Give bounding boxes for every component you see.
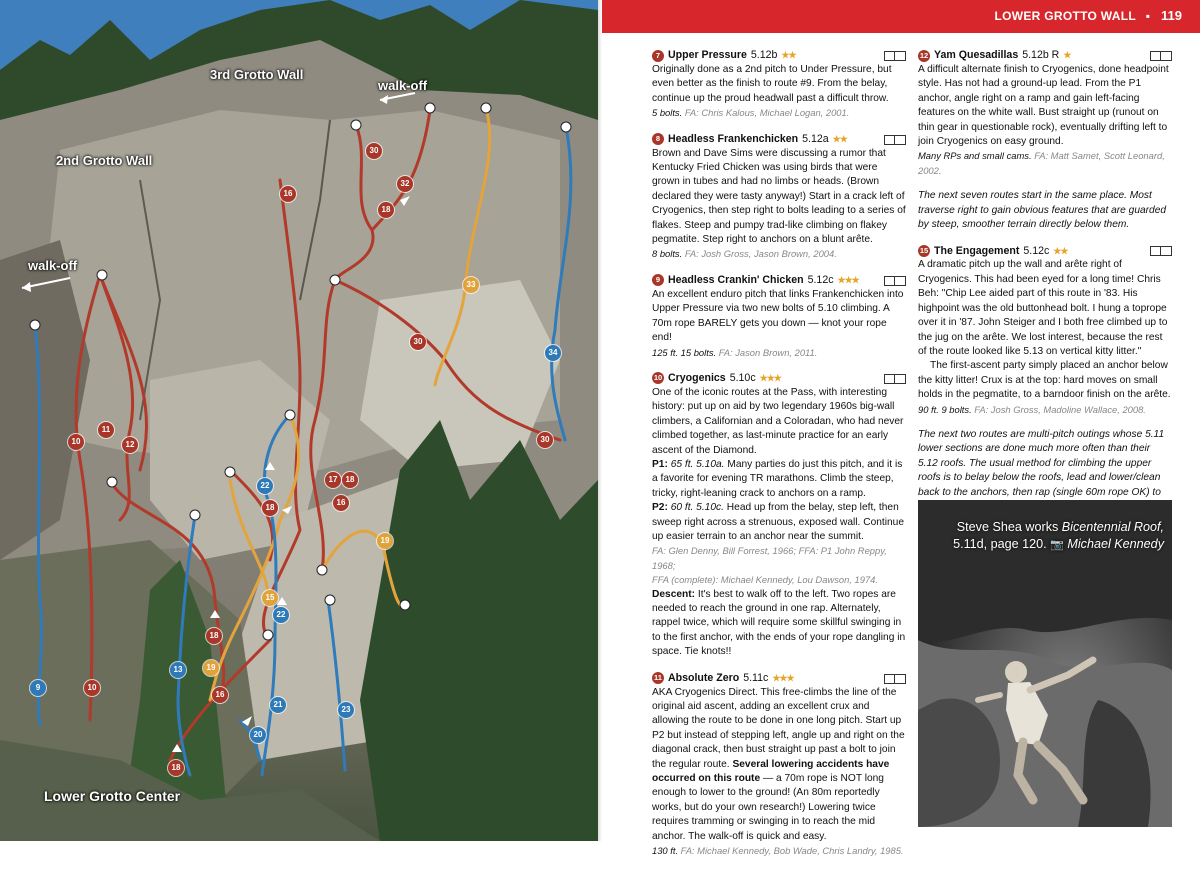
route-number: 12 (919, 50, 929, 60)
route-stats: 130 ft. (652, 845, 679, 857)
route-badge: 30 (366, 143, 382, 159)
star-rating: ★★ (1053, 245, 1068, 256)
route-badge: 10 (84, 680, 100, 696)
route-grade: 5.12b (750, 49, 778, 62)
page-number: 119 (1161, 8, 1182, 23)
descent-label: Descent: (652, 588, 696, 600)
tick-box-icon (884, 135, 906, 145)
route-description: Brown and Dave Sims were discussing a rumor that Kentucky Fried Chicken was using birds that were grown in tubes and had no limbs or heads. (Brown declared they were tasty anyway!) Start in a crack left of Cryogenics, then step right to bolts leading to a series of flakes. Steep and pumpy trad-like climbing on flakey pegmatite. Step right to anchors on a blunt arête. (652, 147, 906, 246)
route-badge: 33 (463, 277, 479, 293)
route-badge: 22 (257, 478, 273, 494)
route-badge: 32 (397, 176, 413, 192)
route-description: A difficult alternate finish to Cryogenics, done headpoint style. Has not had a ground-up lead. From the P1 anchor, angle right on a ramp and gain left-facing features on the white wall. Bust straight up (runout on thin gear in questionable rock), eventually drifting left to join Cryogenics on easy ground. (918, 64, 1169, 148)
route-name: The Engagement (934, 244, 1020, 257)
pitch-label: P1: (652, 458, 668, 470)
caption-walkoff-top: walk-off (378, 78, 428, 93)
pitch-description: Head up from the belay, step left, then sweep right across a strenuous, exposed wall. Continue up easier terrain to an anchor near the summit. (652, 502, 904, 542)
route-badge: 21 (270, 697, 286, 713)
text-column-right (918, 48, 1172, 525)
cliff-illustration (0, 0, 598, 841)
caption-line1: Steve Shea works (956, 520, 1062, 534)
first-ascent: FA: Matt Samet, Scott Leonard, 2002. (918, 150, 1165, 176)
pitch-meta: 60 ft. 5.10c. (670, 502, 724, 514)
route-entry (918, 243, 1172, 416)
tick-box-icon (884, 276, 906, 286)
route-name: Upper Pressure (668, 49, 747, 62)
page-gutter (598, 0, 602, 841)
route-number: 11 (652, 672, 664, 684)
star-rating: ★★★ (772, 672, 794, 683)
tick-box-icon (884, 374, 906, 384)
route-badge: 19 (203, 660, 219, 676)
route-badge: 18 (378, 202, 394, 218)
route-description-cont: — a 70m rope is NOT long enough to lower to the ground! (An 80m reportedly works, but do your own research!) Lowering twice requires tramming or swinging in to reach the mid anchor. The walk-off is quick and easy. (652, 773, 884, 842)
route-description: Originally done as a 2nd pitch to Under Pressure, but even better as the finish to route #9. From the belay, continue up the proud headwall past a difficult throw. (652, 64, 892, 104)
route-badge: 22 (273, 607, 289, 623)
route-entry (652, 671, 906, 859)
running-header (602, 0, 1200, 33)
route-grade: 5.12c (807, 274, 834, 287)
section-intro: The next seven routes start in the same place. Most traverse right to gain obvious features that are guarded by steep, smoother terrain directly below them. (918, 190, 1167, 231)
route-heading (652, 48, 906, 63)
star-rating: ★★ (832, 133, 847, 144)
route-badge: 16 (333, 495, 349, 511)
tick-box-icon (884, 674, 906, 684)
route-badge: 34 (545, 345, 561, 361)
section-title: LOWER GROTTO WALL (994, 9, 1136, 23)
route-number: 8 (652, 133, 664, 145)
route-badge: 15 (262, 590, 278, 606)
route-heading (918, 243, 1172, 258)
route-heading (652, 132, 906, 147)
route-grade: 5.12a (802, 132, 829, 145)
route-description: One of the iconic routes at the Pass, with interesting history: put up on aid by two legendary 1960s big-wall climbers, a Californian and a Coloradan, who had never climbed together, as last-minute practice for an early ascent of the Diamond. (652, 386, 904, 456)
route-grade: 5.12c (1023, 244, 1050, 257)
route-stats: 125 ft. 15 bolts. (652, 346, 717, 358)
photo-credit: Michael Kennedy (1067, 537, 1164, 551)
route-badge: 19 (377, 533, 393, 549)
route-entry (652, 273, 906, 360)
pitch-description: Many parties do just this pitch, and it is a favorite for evening TR marathons. Climb the steep, tricky, right-leaning crack to anchors on a ramp. (652, 458, 903, 499)
route-description: An excellent enduro pitch that links Frankenchicken into Upper Pressure via two new bolts of 5.10 climbing. A 70m rope BARELY gets you down — knot your rope end! (652, 288, 904, 344)
header-separator: ▪ (1145, 9, 1150, 23)
route-number: 15 (919, 245, 929, 255)
route-badge: 17 (325, 472, 341, 488)
safety-warning: Several lowering accidents have occurred on this route (652, 758, 890, 785)
tick-box-icon (1150, 51, 1172, 61)
route-badge: 18 (342, 472, 358, 488)
route-badge: 10 (68, 434, 84, 450)
route-number: 9 (652, 274, 664, 286)
route-heading (918, 48, 1172, 63)
route-badge: 30 (537, 432, 553, 448)
route-grade: 5.11c (743, 671, 769, 684)
caption-lower-grotto-center: Lower Grotto Center (44, 788, 181, 804)
first-free-ascent: FFA (complete): Michael Kennedy, Lou Dawson, 1974. (652, 574, 878, 586)
descent-description: It's best to walk off to the left. Two ropes are needed to reach the ground in one rap. Alternately, rappel twice, which will require some skillful swinging in to the first anchor, with the ends of your rope dangling in space. Tie knots!! (652, 588, 906, 658)
inset-photo (918, 500, 1172, 827)
route-badge: 13 (170, 662, 186, 678)
route-stats: 90 ft. 9 bolts. (918, 403, 972, 415)
pitch-meta: 65 ft. 5.10a. (670, 458, 725, 470)
section-intro: The next two routes are multi-pitch outings whose 5.11 lower sections are done much more often than their 5.12 roofs. The usual method for climbing the upper roofs is to belay below the roofs, lead and lower/clean back to the anchors, then rap (single 60m rope OK) to (918, 428, 1165, 498)
caption-line2: 5.11d, page 120. (953, 537, 1047, 551)
route-stats: Many RPs and small cams. (918, 150, 1032, 162)
first-ascent: FA: Jason Brown, 2011. (718, 346, 818, 358)
first-ascent: FA: Chris Kalous, Michael Logan, 2001. (684, 107, 850, 119)
route-name: Yam Quesadillas (934, 49, 1019, 62)
route-badge: 23 (338, 702, 354, 718)
route-name: Headless Crankin' Chicken (668, 274, 804, 287)
caption-3rd-grotto-wall: 3rd Grotto Wall (210, 67, 304, 82)
route-badge: 18 (168, 760, 184, 776)
route-grade: 5.10c (729, 372, 756, 385)
route-badge: 18 (206, 628, 222, 644)
route-stats: 8 bolts. (652, 248, 683, 260)
route-stats: 5 bolts. (652, 107, 683, 119)
first-ascent: FA: Glen Denny, Bill Forrest, 1966; FFA: P1 John Reppy, 1968; (652, 545, 887, 571)
route-badge: 11 (98, 422, 114, 438)
star-rating: ★ (1063, 50, 1071, 61)
route-entry (652, 371, 906, 660)
route-description: AKA Cryogenics Direct. This free-climbs the line of the original aid ascent, adding an excellent crux and allowing the route to be done in one long pitch. Start up P2 but instead of stepping left, angle up and right on the diagonal crack, then bust straight up past a bolt to join the regular route. (652, 686, 905, 770)
text-column-left (652, 48, 906, 870)
first-ascent: FA: Josh Gross, Madoline Wallace, 2008. (974, 403, 1146, 415)
route-badge: 18 (262, 500, 278, 516)
route-number: 7 (652, 50, 664, 62)
tick-box-icon (884, 51, 906, 61)
tick-box-icon (1150, 246, 1172, 256)
route-grade: 5.12b R (1022, 49, 1060, 62)
camera-icon: 📷 (1050, 539, 1064, 551)
route-name: Cryogenics (668, 372, 726, 385)
route-description: A dramatic pitch up the wall and arête right of Cryogenics. This had been eyed for a long time! Chris Beh: "Chip Lee aided part of this route in '83. His highpoint was the old buttonhead bolt. I hung a toprope over it in '87. John Steiger and I both free climbed up to the jug on the arête. We lost interest, because the rest of the route looked like 5.13 on vertical kitty litter." (918, 259, 1168, 357)
route-badge: 16 (212, 687, 228, 703)
topo-photo (0, 0, 598, 841)
route-entry (652, 48, 906, 121)
star-rating: ★★★ (837, 275, 859, 286)
route-name: Headless Frankenchicken (668, 132, 799, 145)
route-badge: 16 (280, 186, 296, 202)
route-badge: 30 (410, 334, 426, 350)
caption-2nd-grotto-wall: 2nd Grotto Wall (56, 153, 153, 168)
route-badge: 9 (30, 680, 46, 696)
route-number: 10 (653, 373, 663, 383)
route-entry (918, 48, 1172, 178)
route-badge: 12 (122, 437, 138, 453)
caption-walkoff-left: walk-off (28, 258, 78, 273)
photo-caption (918, 519, 1164, 554)
star-rating: ★★ (781, 50, 796, 61)
caption-route-name: Bicentennial Roof, (1061, 520, 1164, 534)
star-rating: ★★★ (759, 373, 781, 384)
pitch-label: P2: (652, 502, 668, 514)
route-name: Absolute Zero (668, 671, 740, 684)
route-entry (652, 132, 906, 262)
route-heading (652, 371, 906, 386)
route-heading (652, 671, 906, 686)
route-description-cont: The first-ascent party simply placed an anchor below the kitty litter! Crux is at the top: hard moves on small holds in the pegmatite, to a barndoor finish on the arête. (918, 360, 1171, 401)
route-badge: 20 (250, 727, 266, 743)
route-heading (652, 273, 906, 288)
first-ascent: FA: Josh Gross, Jason Brown, 2004. (684, 248, 837, 260)
first-ascent: FA: Michael Kennedy, Bob Wade, Chris Landry, 1985. (680, 845, 904, 857)
